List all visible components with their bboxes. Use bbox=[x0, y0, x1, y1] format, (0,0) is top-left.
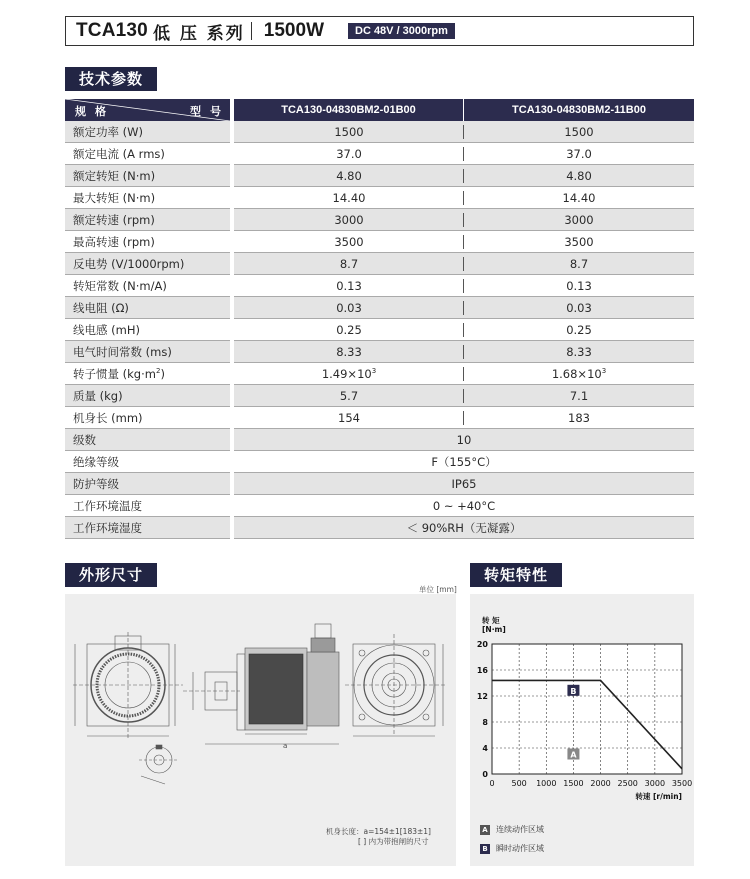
spec-label: 工作环境温度 bbox=[65, 495, 230, 517]
torque-chart bbox=[470, 594, 694, 814]
y-tick-label: 20 bbox=[476, 640, 488, 649]
y-tick-label: 0 bbox=[482, 770, 488, 779]
legend-item-a bbox=[480, 824, 544, 835]
legend-label-a: 连续动作区域 bbox=[496, 825, 544, 834]
model-name: TCA130 bbox=[76, 20, 148, 41]
table-row bbox=[65, 495, 694, 517]
specs-section-title: 技术参数 bbox=[65, 67, 157, 91]
x-tick-label: 2500 bbox=[617, 779, 638, 788]
spec-value-model-1: 0.13 bbox=[234, 275, 464, 297]
spec-label: 线电阻 (Ω) bbox=[65, 297, 230, 319]
y-tick-label: 4 bbox=[482, 744, 488, 753]
spec-label: 电气时间常数 (ms) bbox=[65, 341, 230, 363]
y-axis-label: 转 矩 bbox=[482, 616, 500, 625]
spec-value-model-1: 0.03 bbox=[234, 297, 464, 319]
spec-value-shared: F（155°C） bbox=[234, 451, 694, 473]
spec-value-model-1: 5.7 bbox=[234, 385, 464, 407]
table-row bbox=[65, 231, 694, 253]
spec-value-model-2: 0.03 bbox=[464, 297, 694, 319]
length-label: a bbox=[283, 742, 288, 750]
x-axis-label: 转速 [r/min] bbox=[635, 792, 682, 801]
spec-value-shared: 10 bbox=[234, 429, 694, 451]
table-row bbox=[65, 407, 694, 429]
legend-key-a: A bbox=[480, 825, 490, 835]
y-tick-label: 16 bbox=[476, 666, 488, 675]
table-row bbox=[65, 209, 694, 231]
spec-model-header-cell bbox=[65, 99, 230, 121]
table-row bbox=[65, 121, 694, 143]
spec-value-model-2: 1500 bbox=[464, 121, 694, 143]
y-axis-label: [N·m] bbox=[482, 625, 506, 634]
legend-key-b: B bbox=[480, 844, 490, 854]
spec-value-model-1: 37.0 bbox=[234, 143, 464, 165]
spec-value-model-2: 8.7 bbox=[464, 253, 694, 275]
zone-b-label: B bbox=[570, 686, 577, 696]
spec-value-model-2: 0.25 bbox=[464, 319, 694, 341]
spec-label: 额定转矩 (N·m) bbox=[65, 165, 230, 187]
table-row bbox=[65, 429, 694, 451]
power-rating: 1500W bbox=[263, 20, 324, 41]
torque-section-title: 转矩特性 bbox=[470, 563, 562, 587]
legend-label-b: 瞬时动作区域 bbox=[496, 844, 544, 853]
spec-value-model-1: 0.25 bbox=[234, 319, 464, 341]
spec-label: 额定电流 (A rms) bbox=[65, 143, 230, 165]
header-gauge-label: 规 格 bbox=[75, 106, 110, 118]
spec-value-model-2: 8.33 bbox=[464, 341, 694, 363]
spec-label: 级数 bbox=[65, 429, 230, 451]
voltage-speed-badge: DC 48V / 3000rpm bbox=[348, 23, 455, 39]
bracket-note: [ ] 内为带抱闸的尺寸 bbox=[358, 837, 429, 846]
x-tick-label: 0 bbox=[489, 779, 495, 788]
x-tick-label: 2000 bbox=[590, 779, 611, 788]
spec-value-model-2: $1.68\times 10^3$ bbox=[464, 363, 694, 385]
spec-label: 最大转矩 (N·m) bbox=[65, 187, 230, 209]
table-row bbox=[65, 385, 694, 407]
x-tick-label: 1000 bbox=[536, 779, 557, 788]
spec-value-model-1: 1500 bbox=[234, 121, 464, 143]
spec-label: 机身长 (mm) bbox=[65, 407, 230, 429]
spec-label: 工作环境湿度 bbox=[65, 517, 230, 539]
zone-a-label: A bbox=[570, 750, 577, 760]
y-tick-label: 12 bbox=[476, 692, 488, 701]
table-row bbox=[65, 473, 694, 495]
spec-value-model-2: 4.80 bbox=[464, 165, 694, 187]
spec-value-shared: 0 ~ +40°C bbox=[234, 495, 694, 517]
table-row bbox=[65, 165, 694, 187]
spec-value-shared: ＜ 90%RH（无凝露） bbox=[234, 517, 694, 539]
x-tick-label: 3000 bbox=[644, 779, 666, 788]
table-row bbox=[65, 319, 694, 341]
spec-label: 防护等级 bbox=[65, 473, 230, 495]
spec-value-model-1: 3000 bbox=[234, 209, 464, 231]
spec-value-model-1: 8.33 bbox=[234, 341, 464, 363]
series-name: 低 压 系列 bbox=[152, 23, 245, 44]
table-row bbox=[65, 275, 694, 297]
spec-value-model-2: 0.13 bbox=[464, 275, 694, 297]
spec-value-model-2: 3500 bbox=[464, 231, 694, 253]
spec-value-model-1: 154 bbox=[234, 407, 464, 429]
spec-value-model-1: $1.49\times 10^3$ bbox=[234, 363, 464, 385]
table-row bbox=[65, 363, 694, 385]
table-row bbox=[65, 517, 694, 539]
table-row bbox=[65, 253, 694, 275]
plot-area bbox=[492, 644, 682, 774]
table-header-row bbox=[65, 99, 694, 121]
x-tick-label: 500 bbox=[511, 779, 527, 788]
spec-value-model-2: 183 bbox=[464, 407, 694, 429]
model-header-1: TCA130-04830BM2-01B00 bbox=[234, 99, 464, 121]
spec-value-model-2: 3000 bbox=[464, 209, 694, 231]
spec-table bbox=[65, 99, 694, 539]
x-tick-label: 3500 bbox=[671, 779, 693, 788]
spec-label: 额定转速 (rpm) bbox=[65, 209, 230, 231]
legend-item-b bbox=[480, 843, 544, 854]
y-tick-label: 8 bbox=[482, 718, 488, 727]
table-row bbox=[65, 187, 694, 209]
spec-value-model-1: 4.80 bbox=[234, 165, 464, 187]
spec-label: 最高转速 (rpm) bbox=[65, 231, 230, 253]
spec-value-model-2: 7.1 bbox=[464, 385, 694, 407]
table-row bbox=[65, 451, 694, 473]
dimensions-section-title: 外形尺寸 bbox=[65, 563, 157, 587]
spec-label: 反电势 (V/1000rpm) bbox=[65, 253, 230, 275]
table-row bbox=[65, 297, 694, 319]
spec-value-model-2: 14.40 bbox=[464, 187, 694, 209]
spec-value-shared: IP65 bbox=[234, 473, 694, 495]
spec-label: 线电感 (mH) bbox=[65, 319, 230, 341]
spec-value-model-2: 37.0 bbox=[464, 143, 694, 165]
length-note: 机身长度：a=154±1[183±1] bbox=[326, 827, 431, 836]
spec-value-model-1: 8.7 bbox=[234, 253, 464, 275]
header-type-label: 型 号 bbox=[189, 106, 224, 118]
spec-label: 额定功率 (W) bbox=[65, 121, 230, 143]
unit-note: 单位 [mm] bbox=[419, 585, 457, 594]
spec-label: 转矩常数 (N·m/A) bbox=[65, 275, 230, 297]
spec-label: 绝缘等级 bbox=[65, 451, 230, 473]
title-divider bbox=[251, 22, 252, 40]
table-row bbox=[65, 341, 694, 363]
x-tick-label: 1500 bbox=[563, 779, 584, 788]
table-row bbox=[65, 143, 694, 165]
spec-label: 质量 (kg) bbox=[65, 385, 230, 407]
spec-value-model-1: 14.40 bbox=[234, 187, 464, 209]
spec-label: 转子惯量 $(kg\cdot m^2)$ bbox=[65, 363, 230, 385]
spec-value-model-1: 3500 bbox=[234, 231, 464, 253]
title-bar bbox=[65, 16, 694, 46]
model-header-2: TCA130-04830BM2-11B00 bbox=[464, 99, 694, 121]
